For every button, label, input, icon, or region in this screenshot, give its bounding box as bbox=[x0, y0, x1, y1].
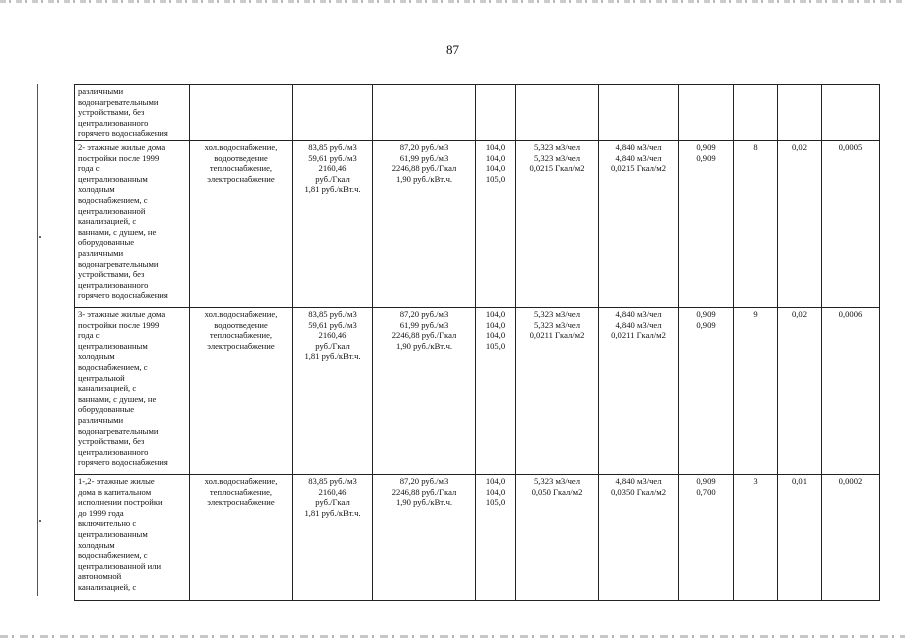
cell-line: 5,323 м3/чел bbox=[533, 141, 581, 152]
row-col11-cell bbox=[778, 85, 822, 141]
cell-line: водоснабжением, с bbox=[78, 361, 148, 372]
row-col11-cell bbox=[778, 140, 822, 307]
cell-line: хол.водоснабжение, bbox=[204, 308, 278, 319]
table-row bbox=[75, 307, 880, 474]
table-row bbox=[75, 474, 880, 600]
cell-line: холодным bbox=[78, 351, 115, 362]
cell-line: 0,0211 Гкал/м2 bbox=[611, 330, 666, 341]
cell-line: холодным bbox=[78, 539, 115, 550]
cell-line: 2246,88 руб./Гкал bbox=[391, 330, 457, 341]
cell-line: 4,840 м3/чел bbox=[615, 308, 662, 319]
table-row bbox=[75, 85, 880, 141]
row-index-cell bbox=[476, 474, 516, 600]
cell-line: теплоснабжение, bbox=[209, 163, 273, 174]
row-tariff-2014-cell bbox=[373, 474, 476, 600]
cell-value: 0,0006 bbox=[838, 308, 863, 319]
row-norm-a-cell bbox=[516, 140, 599, 307]
row-col11-cell bbox=[778, 307, 822, 474]
cell-line: централизованной bbox=[78, 205, 146, 216]
cell-line: до 1999 года bbox=[78, 507, 124, 518]
row-coef-cell bbox=[679, 140, 734, 307]
cell-line: 5,323 м3/чел bbox=[533, 152, 581, 163]
cell-line: устройствами, без bbox=[78, 269, 145, 280]
cell-value: 0,02 bbox=[791, 141, 808, 152]
scan-dot bbox=[39, 520, 41, 522]
cell-line: централизованным bbox=[78, 340, 148, 351]
cell-line: ваннами, с душем, не bbox=[78, 226, 157, 237]
cell-line: 2246,88 руб./Гкал bbox=[391, 486, 457, 497]
cell-line: 104,0 bbox=[485, 330, 506, 341]
row-norm-a-cell bbox=[516, 307, 599, 474]
cell-line: 2- этажные жилые дома bbox=[78, 141, 166, 152]
row-col12-cell bbox=[822, 85, 880, 141]
cell-line: различными bbox=[78, 247, 124, 258]
row-tariff-2013-cell bbox=[293, 140, 373, 307]
cell-line: 0,0215 Гкал/м2 bbox=[529, 163, 585, 174]
cell-line: 105,0 bbox=[485, 340, 506, 351]
cell-line: 104,0 bbox=[485, 308, 506, 319]
cell-line: 104,0 bbox=[485, 152, 506, 163]
cell-value: 0,0002 bbox=[838, 475, 863, 486]
row-tariff-2013-cell bbox=[293, 474, 373, 600]
row-norm-b-cell bbox=[599, 140, 679, 307]
cell-line: 87,20 руб./м3 bbox=[399, 308, 449, 319]
cell-line: устройствами, без bbox=[78, 107, 145, 118]
row-index-cell bbox=[476, 307, 516, 474]
cell-line: 2246,88 руб./Гкал bbox=[391, 163, 457, 174]
row-tariff-2013-cell bbox=[293, 85, 373, 141]
cell-line: 2160,46 bbox=[318, 330, 347, 341]
cell-line: 1,81 руб./кВт.ч. bbox=[304, 351, 361, 362]
cell-line: хол.водоснабжение, bbox=[204, 475, 278, 486]
row-norm-b-cell bbox=[599, 474, 679, 600]
cell-line: 105,0 bbox=[485, 173, 506, 184]
cell-line: постройки после 1999 bbox=[78, 152, 160, 163]
cell-line: водоотведение bbox=[214, 319, 268, 330]
cell-line: централизованного bbox=[78, 279, 149, 290]
row-services-cell bbox=[190, 85, 293, 141]
cell-line: 0,0211 Гкал/м2 bbox=[529, 330, 585, 341]
row-col10-cell bbox=[734, 307, 778, 474]
tariff-table bbox=[74, 84, 880, 601]
row-tariff-2013-cell bbox=[293, 307, 373, 474]
cell-line: водоотведение bbox=[214, 152, 268, 163]
scan-edge-top bbox=[0, 0, 905, 3]
cell-line: 1,81 руб./кВт.ч. bbox=[304, 507, 361, 518]
cell-line: водонагревательными bbox=[78, 96, 159, 107]
cell-line: 0,909 bbox=[696, 141, 716, 152]
cell-line: 5,323 м3/чел bbox=[533, 475, 581, 486]
cell-line: централизованным bbox=[78, 528, 148, 539]
row-description-cell bbox=[75, 307, 190, 474]
cell-line: 104,0 bbox=[485, 486, 506, 497]
cell-line: руб./Гкал bbox=[315, 173, 350, 184]
cell-line: 59,61 руб./м3 bbox=[308, 319, 357, 330]
row-tariff-2014-cell bbox=[373, 307, 476, 474]
row-norm-a-cell bbox=[516, 85, 599, 141]
cell-line: 5,323 м3/чел bbox=[533, 319, 581, 330]
cell-value: 0,01 bbox=[791, 475, 808, 486]
cell-line: 2160,46 bbox=[318, 486, 347, 497]
cell-line: 104,0 bbox=[485, 475, 506, 486]
cell-line: централизованной или bbox=[78, 560, 162, 571]
cell-line: 105,0 bbox=[485, 497, 506, 508]
cell-line: руб./Гкал bbox=[315, 340, 350, 351]
cell-line: 0,0350 Гкал/м2 bbox=[610, 486, 667, 497]
cell-line: водоснабжением, с bbox=[78, 194, 148, 205]
cell-line: оборудованные bbox=[78, 404, 135, 415]
cell-line: 5,323 м3/чел bbox=[533, 308, 581, 319]
row-col10-cell bbox=[734, 85, 778, 141]
row-col11-cell bbox=[778, 474, 822, 600]
scan-dot bbox=[39, 236, 41, 238]
cell-line: различными bbox=[78, 86, 124, 96]
cell-line: 83,85 руб./м3 bbox=[308, 475, 357, 486]
scan-edge-bottom bbox=[0, 635, 905, 638]
row-coef-cell bbox=[679, 85, 734, 141]
cell-line: автономной bbox=[78, 571, 122, 582]
cell-line: включительно с bbox=[78, 518, 137, 529]
cell-line: дома в капитальном bbox=[78, 486, 152, 497]
cell-line: 104,0 bbox=[485, 163, 506, 174]
cell-line: 0,909 bbox=[696, 475, 716, 486]
row-services-cell bbox=[190, 474, 293, 600]
table-row bbox=[75, 140, 880, 307]
cell-value: 3 bbox=[753, 475, 758, 486]
cell-line: 1,90 руб./кВт.ч. bbox=[395, 340, 453, 351]
cell-line: холодным bbox=[78, 184, 115, 195]
cell-line: 2160,46 bbox=[318, 163, 347, 174]
cell-line: 1,90 руб./кВт.ч. bbox=[395, 173, 453, 184]
cell-line: теплоснабжение, bbox=[209, 486, 273, 497]
cell-line: горячего водоснабжения bbox=[78, 128, 168, 139]
row-services-cell bbox=[190, 140, 293, 307]
cell-line: 4,840 м3/чел bbox=[615, 141, 662, 152]
cell-line: 83,85 руб./м3 bbox=[308, 141, 357, 152]
cell-line: 0,909 bbox=[696, 152, 716, 163]
cell-line: года с bbox=[78, 330, 100, 341]
cell-line: 87,20 руб./м3 bbox=[399, 475, 449, 486]
cell-line: 4,840 м3/чел bbox=[615, 475, 662, 486]
cell-line: централизованного bbox=[78, 117, 149, 128]
row-col12-cell bbox=[822, 474, 880, 600]
cell-line: 104,0 bbox=[485, 319, 506, 330]
row-index-cell bbox=[476, 140, 516, 307]
cell-line: устройствами, без bbox=[78, 436, 145, 447]
row-index-cell bbox=[476, 85, 516, 141]
row-services-cell bbox=[190, 307, 293, 474]
cell-line: централизованным bbox=[78, 173, 148, 184]
cell-line: электроснабжение bbox=[207, 173, 275, 184]
cell-line: 61,99 руб./м3 bbox=[399, 152, 449, 163]
cell-line: оборудованные bbox=[78, 237, 135, 248]
cell-line: 83,85 руб./м3 bbox=[308, 308, 357, 319]
cell-line: водонагревательными bbox=[78, 425, 159, 436]
cell-line: 0,700 bbox=[696, 486, 716, 497]
cell-line: 4,840 м3/чел bbox=[615, 152, 662, 163]
cell-line: 61,99 руб./м3 bbox=[399, 319, 449, 330]
page-number: 87 bbox=[446, 42, 459, 57]
row-norm-a-cell bbox=[516, 474, 599, 600]
row-description-cell bbox=[75, 474, 190, 600]
row-col10-cell bbox=[734, 474, 778, 600]
cell-value: 0,02 bbox=[791, 308, 808, 319]
cell-value: 9 bbox=[753, 308, 758, 319]
cell-line: различными bbox=[78, 414, 124, 425]
row-norm-b-cell bbox=[599, 307, 679, 474]
cell-line: хол.водоснабжение, bbox=[204, 141, 278, 152]
row-coef-cell bbox=[679, 474, 734, 600]
row-col10-cell bbox=[734, 140, 778, 307]
cell-line: канализацией, с bbox=[78, 581, 137, 592]
cell-line: электроснабжение bbox=[207, 340, 275, 351]
cell-line: 104,0 bbox=[485, 141, 506, 152]
cell-line: постройки после 1999 bbox=[78, 319, 160, 330]
cell-line: электроснабжение bbox=[207, 497, 275, 508]
cell-line: горячего водоснабжения bbox=[78, 457, 168, 468]
cell-line: централизованного bbox=[78, 446, 149, 457]
row-col12-cell bbox=[822, 140, 880, 307]
cell-line: 1,90 руб./кВт.ч. bbox=[395, 497, 453, 508]
row-norm-b-cell bbox=[599, 85, 679, 141]
cell-line: водоснабжением, с bbox=[78, 550, 148, 561]
cell-line: 0,909 bbox=[696, 308, 716, 319]
row-tariff-2014-cell bbox=[373, 140, 476, 307]
row-description-cell bbox=[75, 85, 190, 141]
cell-line: горячего водоснабжения bbox=[78, 290, 168, 301]
cell-line: 4,840 м3/чел bbox=[615, 319, 662, 330]
cell-line: 59,61 руб./м3 bbox=[308, 152, 357, 163]
cell-line: 1-,2- этажные жилые bbox=[78, 475, 155, 486]
cell-line: ваннами, с душем, не bbox=[78, 393, 157, 404]
row-col12-cell bbox=[822, 307, 880, 474]
cell-line: 1,81 руб./кВт.ч. bbox=[304, 184, 361, 195]
cell-line: водонагревательными bbox=[78, 258, 159, 269]
cell-line: 87,20 руб./м3 bbox=[399, 141, 449, 152]
cell-line: руб./Гкал bbox=[315, 497, 350, 508]
cell-line: 0,050 Гкал/м2 bbox=[531, 486, 583, 497]
cell-line: 0,0215 Гкал/м2 bbox=[610, 163, 667, 174]
cell-value: 0,0005 bbox=[838, 141, 863, 152]
cell-line: года с bbox=[78, 163, 100, 174]
cell-line: теплоснабжение, bbox=[209, 330, 273, 341]
cell-value: 8 bbox=[753, 141, 758, 152]
cell-line: 0,909 bbox=[696, 319, 716, 330]
binding-margin-line bbox=[37, 84, 38, 596]
row-description-cell bbox=[75, 140, 190, 307]
cell-line: канализацией, с bbox=[78, 216, 137, 227]
row-coef-cell bbox=[679, 307, 734, 474]
cell-line: исполнении постройки bbox=[78, 497, 163, 508]
cell-line: канализацией, с bbox=[78, 383, 137, 394]
cell-line: центральной bbox=[78, 372, 125, 383]
row-tariff-2014-cell bbox=[373, 85, 476, 141]
cell-line: 3- этажные жилые дома bbox=[78, 308, 166, 319]
